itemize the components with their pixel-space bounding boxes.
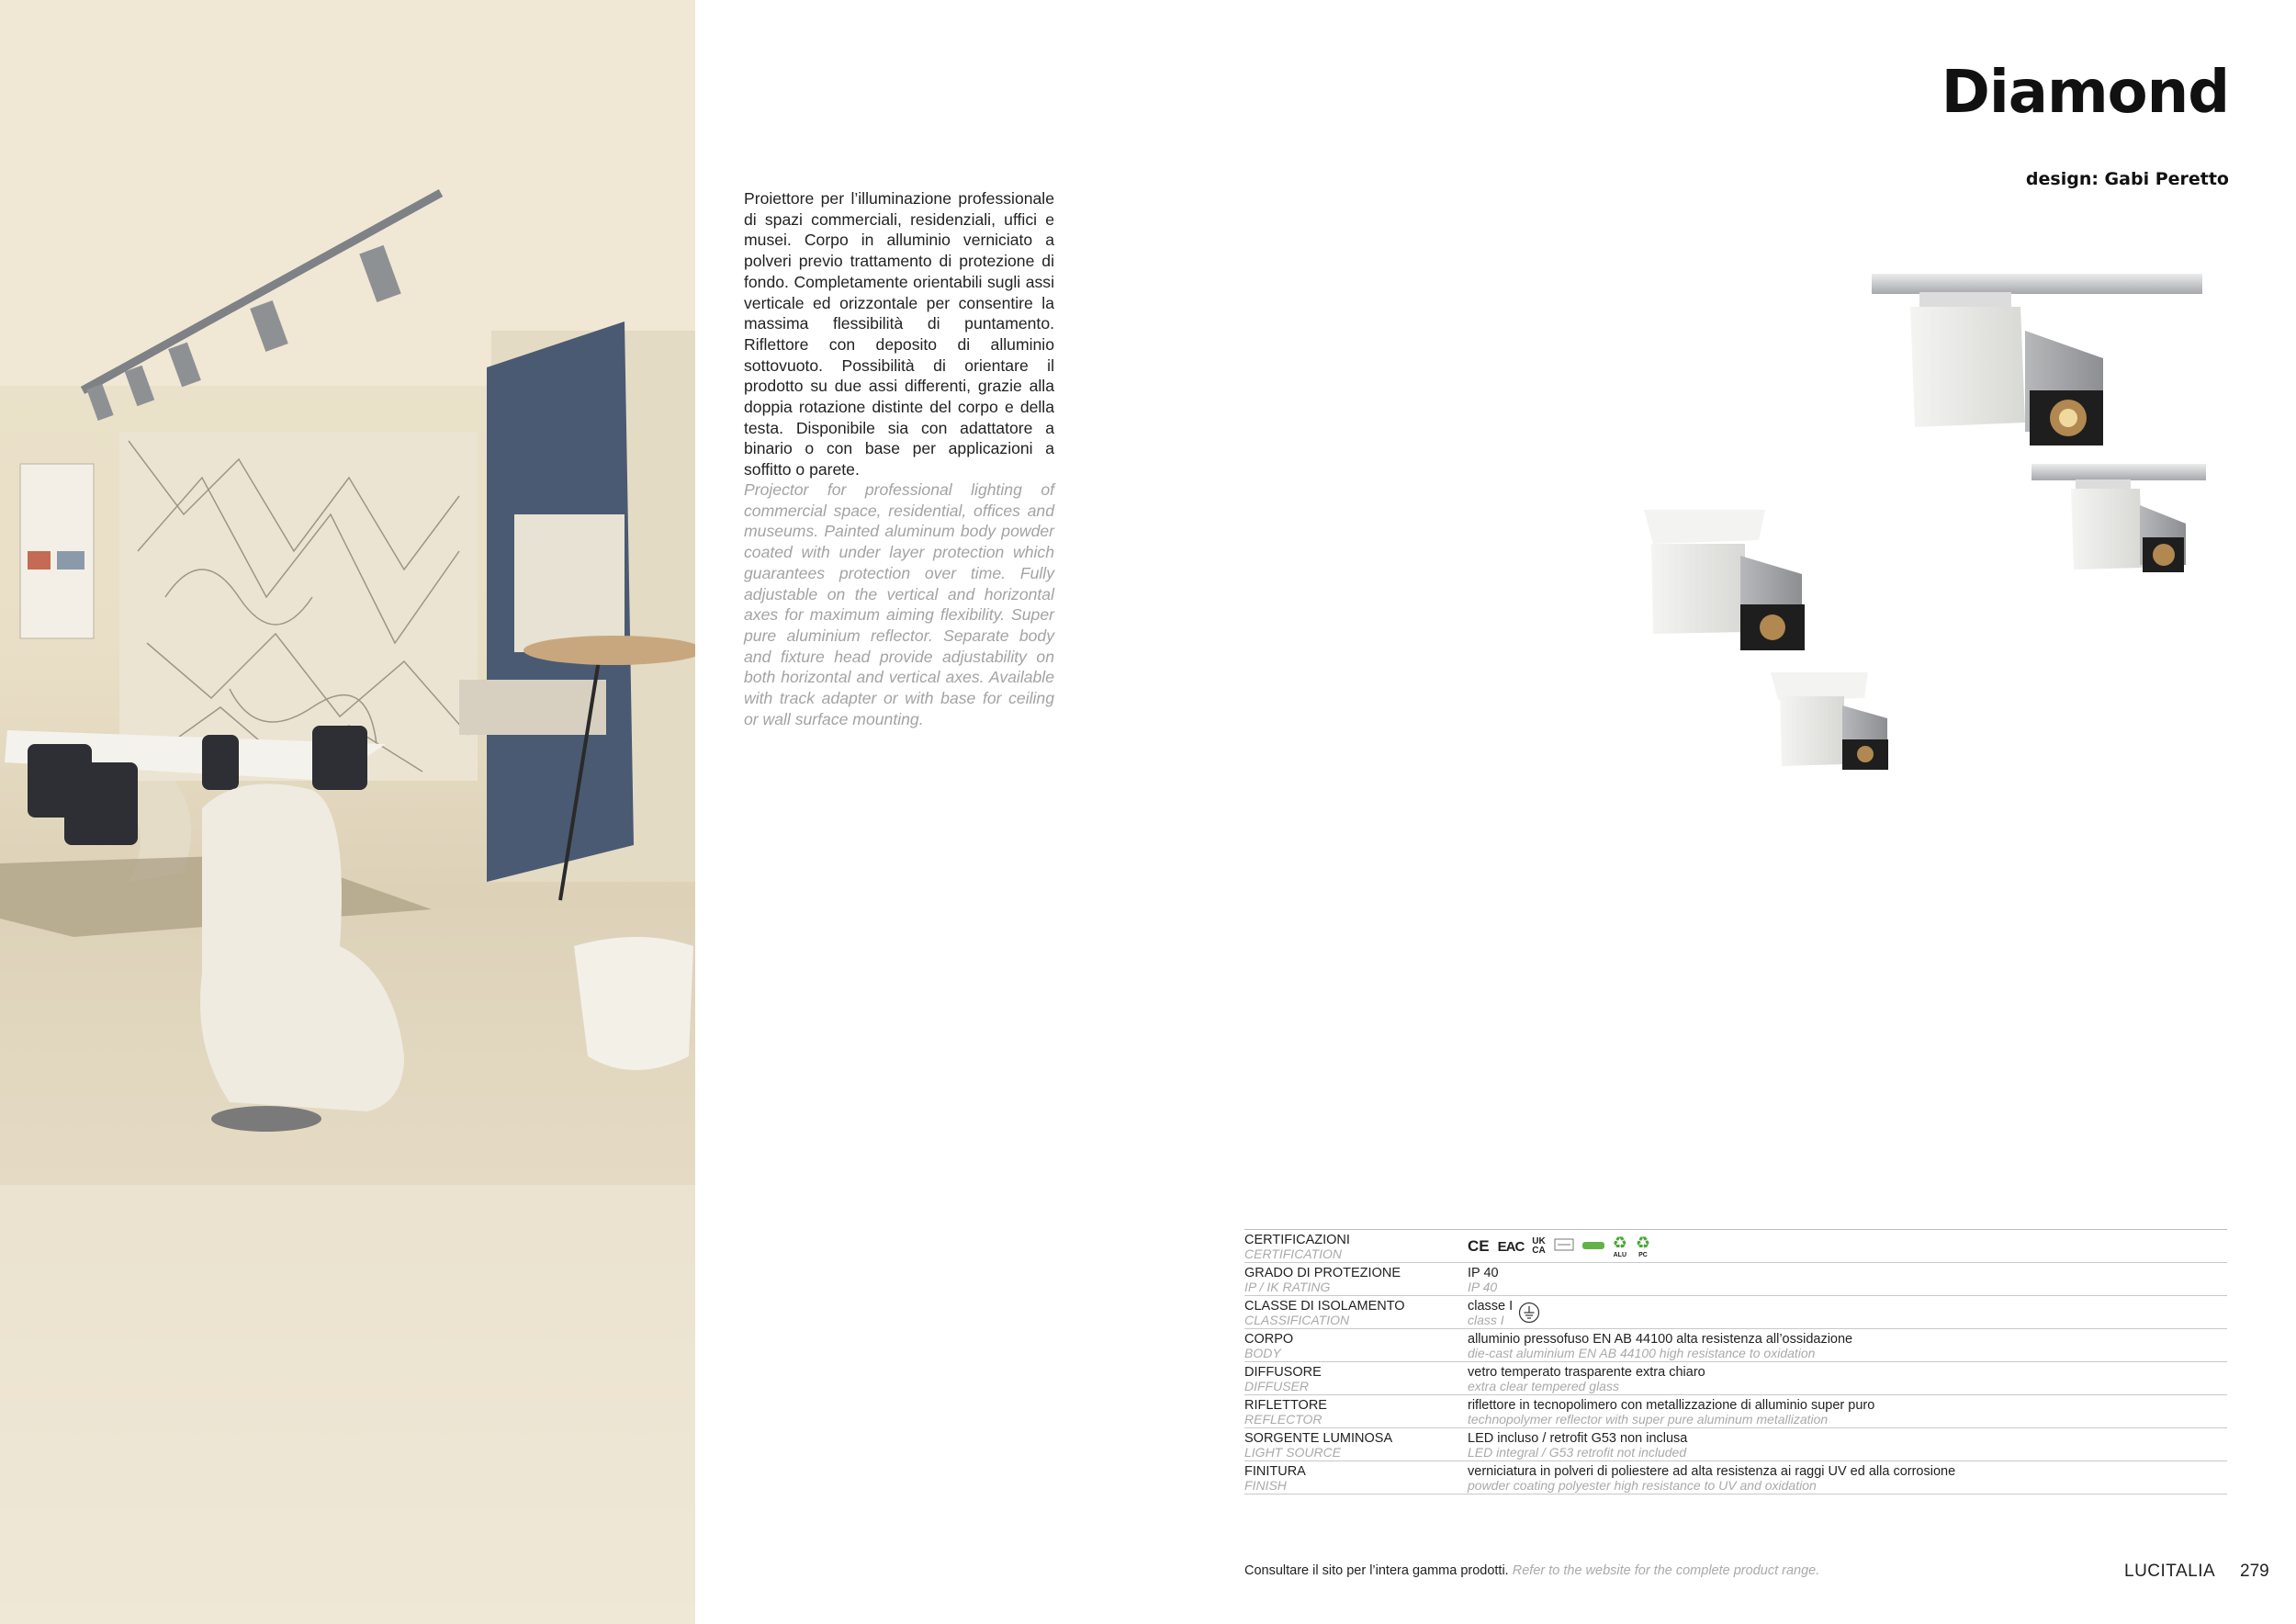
spec-label-it: RIFLETTORE — [1244, 1398, 1327, 1413]
ukca-mark-icon — [1532, 1237, 1545, 1256]
alu-recycle-label: ALU — [1613, 1251, 1627, 1258]
spec-row-insulation-class — [1244, 1296, 2227, 1329]
spec-value-it: LED incluso / retrofit G53 non inclusa — [1468, 1431, 1688, 1446]
earth-ground-icon — [1518, 1302, 1540, 1328]
spec-label-en: CLASSIFICATION — [1244, 1313, 1350, 1327]
spec-value-en: technopolymer reflector with super pure aluminum metallization — [1468, 1412, 1829, 1427]
spec-label-en: REFLECTOR — [1244, 1412, 1322, 1427]
designer-credit: design: Gabi Peretto — [2025, 169, 2229, 189]
spec-label-it: CLASSE DI ISOLAMENTO — [1244, 1299, 1405, 1314]
page-number: 279 — [2240, 1562, 2269, 1581]
spec-value-en: IP 40 — [1468, 1280, 1498, 1294]
spec-label-it: CERTIFICAZIONI — [1244, 1233, 1350, 1247]
spec-label-en: IP / IK RATING — [1244, 1280, 1331, 1294]
ukca-uk-text: UK — [1532, 1236, 1546, 1246]
spec-label-it: SORGENTE LUMINOSA — [1244, 1431, 1393, 1446]
footer-note-english: Refer to the website for the complete product range. — [1512, 1563, 1820, 1578]
spec-label-en: DIFFUSER — [1244, 1379, 1309, 1393]
alu-recycle-icon: ♻ ALU — [1612, 1233, 1627, 1258]
showroom-illustration — [0, 0, 695, 1624]
spec-value-it: vetro temperato trasparente extra chiaro — [1468, 1365, 1705, 1380]
spec-value-it: riflettore in tecnopolimero con metallizzazione di alluminio super puro — [1468, 1398, 1875, 1413]
spec-value-it: IP 40 — [1468, 1266, 1499, 1280]
spec-label-it: GRADO DI PROTEZIONE — [1244, 1266, 1401, 1280]
eac-mark-icon: EAC — [1497, 1238, 1525, 1255]
spec-row-reflector — [1244, 1395, 2227, 1428]
spec-label-it: CORPO — [1244, 1332, 1294, 1347]
track-fixture-small — [2032, 464, 2206, 572]
spec-value-it: alluminio pressofuso EN AB 44100 alta resistenza all’ossidazione — [1468, 1332, 1853, 1347]
description-english: Projector for professional lighting of commercial space, residential, offices and museums. Painted aluminum body powder coated with under layer protection which guarantees protection over time. Fully adjustable on the vertical and horizontal axes for maximum aiming flexibility. Super pure aluminium reflector. Separate body and fixture head provide adjustability on both horizontal and vertical axes. Available with track adapter or with base for ceiling or wall surface mounting. — [744, 480, 1054, 728]
surface-fixture-large — [1644, 510, 1805, 650]
showroom-photo — [0, 0, 695, 1624]
spec-value-it: classe I — [1468, 1299, 1514, 1314]
spec-label-it: FINITURA — [1244, 1464, 1306, 1479]
spec-value-en: powder coating polyester high resistance to UV and oxidation — [1468, 1478, 1817, 1493]
dim-driver-icon — [1554, 1236, 1574, 1257]
ce-mark-icon: CE — [1468, 1237, 1490, 1255]
spec-value-en: extra clear tempered glass — [1468, 1379, 1619, 1393]
track-fixture-large — [1872, 274, 2202, 445]
spec-row-light-source — [1244, 1428, 2227, 1461]
ukca-ca-text: CA — [1532, 1246, 1546, 1256]
certification-icons — [1468, 1234, 2227, 1259]
spec-value-en: LED integral / G53 retrofit not included — [1468, 1445, 1687, 1460]
pc-recycle-icon: ♻ PC — [1635, 1233, 1651, 1258]
spec-label-en: BODY — [1244, 1346, 1281, 1360]
spec-label-en: LIGHT SOURCE — [1244, 1445, 1342, 1460]
description-italian: Proiettore per l’illuminazione professionale di spazi commerciali, residenziali, uffici e musei. Corpo in alluminio verniciato a polveri previo trattamento di protezione di fondo. Completamente orientabili sugli assi verticale ed orizzontale per consentire la massima flessibilità di puntamento. Riflettore con deposito di alluminio sottovuoto. Possibilità di orientare il prodotto su due assi differenti, grazie alla doppia rotazione distinte del corpo e della testa. Disponibile sia con adattatore a binario o con base per applicazioni a soffitto o parete. — [744, 189, 1054, 479]
spec-row-ip-rating — [1244, 1263, 2227, 1296]
pc-recycle-label: PC — [1638, 1251, 1648, 1258]
spec-row-body — [1244, 1329, 2227, 1362]
spec-value-en: die-cast aluminium EN AB 44100 high resistance to oxidation — [1468, 1346, 1816, 1360]
spec-table — [1244, 1229, 2227, 1494]
product-title: Diamond — [1941, 59, 2229, 127]
spec-label-en: FINISH — [1244, 1478, 1287, 1493]
led-badge-icon — [1582, 1238, 1604, 1255]
spec-row-diffuser — [1244, 1362, 2227, 1395]
footer-note-italian: Consultare il sito per l’intera gamma prodotti. — [1244, 1563, 1509, 1578]
product-renders — [1561, 257, 2223, 790]
surface-fixture-small — [1771, 672, 1888, 770]
spec-label-en: CERTIFICATION — [1244, 1246, 1343, 1261]
spec-row-finish — [1244, 1461, 2227, 1494]
spec-row-certifications — [1244, 1230, 2227, 1263]
product-renders-illustration — [1561, 257, 2223, 790]
footer-note — [1244, 1563, 1819, 1578]
brand-name: LUCITALIA — [2124, 1562, 2216, 1581]
spec-label-it: DIFFUSORE — [1244, 1365, 1322, 1380]
spec-value-en: class I — [1468, 1313, 1504, 1327]
spec-value-it: verniciatura in polveri di poliestere ad alta resistenza ai raggi UV ed alla corrosione — [1468, 1464, 1956, 1479]
